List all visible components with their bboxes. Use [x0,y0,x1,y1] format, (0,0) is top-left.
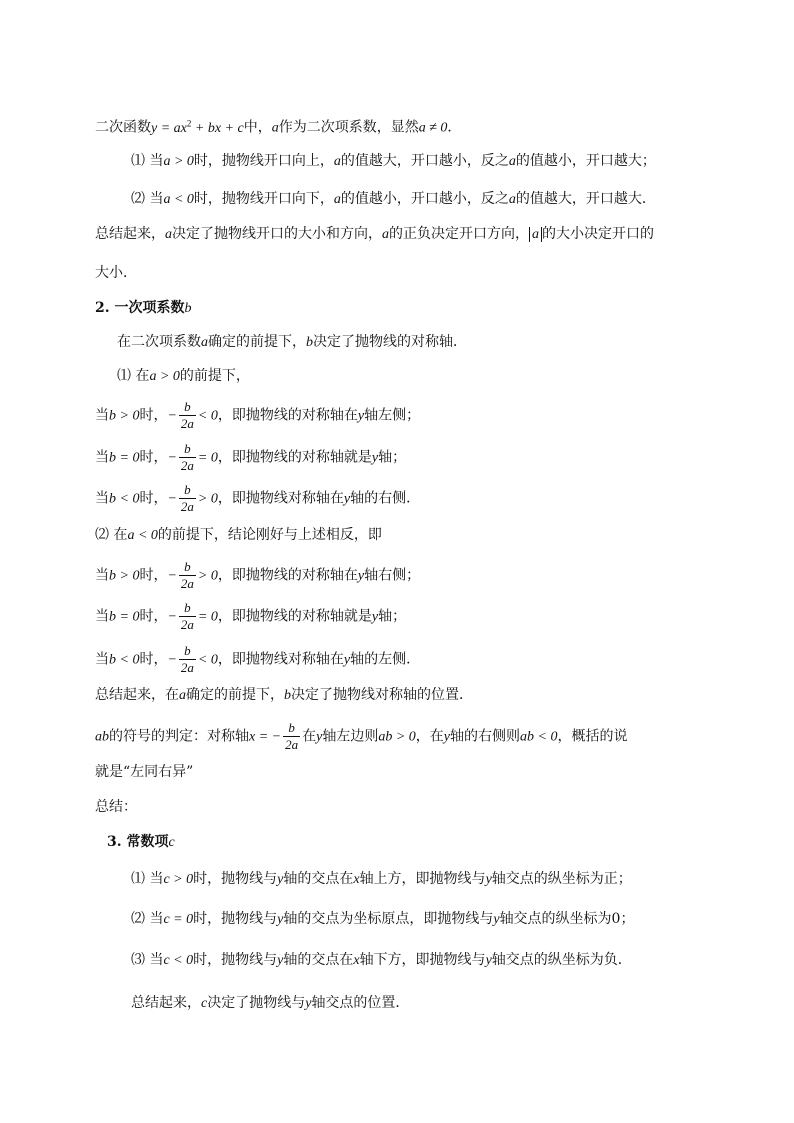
minus-sign: − [167,568,177,584]
row-text: ，即抛物线的对称轴就是 [217,449,372,466]
case-condition: c < 0 [163,953,194,968]
sign-text: 轴的右侧则 [450,728,520,745]
a-case-1 [131,151,656,172]
heading-text: 3. 常数项 [107,834,169,850]
var-y: y [485,872,492,887]
sign-text: 在 [302,728,317,745]
var-ab: ab [95,729,109,745]
fraction-denominator: 2a [180,416,194,431]
summary-text: 决定了抛物线对称轴的位置． [291,687,473,703]
row-text: ，即抛物线对称轴在 [217,490,344,507]
row-relation: < 0 [197,408,218,424]
case-text: 时，抛物线与 [193,911,278,927]
case-text: 时，抛物线开口向下， [193,191,334,207]
var-c: c [201,996,208,1011]
var-y: y [343,491,351,507]
var-y: y [371,450,379,466]
var-a: a [201,335,208,350]
row-relation: = 0 [197,609,218,625]
case-title-text: ⑴ 在 [117,368,150,384]
fraction-b-over-2a [179,399,196,432]
c-case [131,950,632,971]
case-number: ⑴ [131,871,145,887]
sign-condition: ab < 0 [520,729,558,745]
fraction-denominator: 2a [285,737,299,752]
minus-sign: − [167,408,177,424]
row-text: ，即抛物线对称轴在 [217,651,344,668]
section-c-heading [107,832,175,853]
case-text: 的值越小，开口越小，反之 [340,191,509,207]
case-title-text: ⑵ 在 [95,527,128,543]
case-condition: a < 0 [127,528,158,543]
ab-sign-line-2 [95,762,193,782]
summary-text: 的大小决定开口的 [542,226,654,242]
case-text: 当 [149,191,164,207]
row-condition: b > 0 [109,408,140,424]
case-text: 当 [149,153,164,169]
summary-text: 确定的前提下， [186,687,284,703]
row-relation: > 0 [197,568,218,584]
fraction-numerator: b [283,720,300,737]
fraction-numerator: b [179,441,196,458]
sign-text: ，概括的说 [557,728,628,745]
row-relation: = 0 [197,450,218,466]
case-text: 轴的交点在 [283,871,354,887]
row-text: ，即抛物线的对称轴在 [217,407,358,424]
case-condition: c > 0 [163,872,194,887]
case-text: 轴交点的纵坐标为正； [491,871,632,887]
row-text: 轴左侧； [364,407,421,424]
fraction-denominator: 2a [180,576,194,591]
summary-text: 决定了抛物线开口的大小和方向， [172,226,382,242]
fraction-numerator: b [179,399,196,416]
var-y: y [305,996,312,1011]
var-b: b [184,301,192,316]
section-b-heading [95,298,192,319]
summary-text: 决定了抛物线与 [207,995,306,1011]
row-condition: b = 0 [109,450,140,466]
c-case [131,869,632,890]
fraction-b-over-2a [179,643,196,676]
summary-label [95,797,137,817]
a-case-2 [131,189,656,210]
case-condition: a > 0 [163,154,194,169]
minus-sign: − [167,652,177,668]
summary-text: 的正负决定开口方向， [389,226,529,242]
var-y: y [493,912,500,927]
var-y: y [316,729,323,745]
var-y: y [277,953,284,968]
case-number: ⑴ [131,153,145,169]
intro-text: 决定了抛物线的对称轴． [313,334,467,350]
fraction-denominator: 2a [180,617,194,632]
intro-text: 作为二次项系数，显然 [278,119,419,136]
case-text: 轴交点的纵坐标为0； [499,911,635,927]
var-y: y [357,568,365,584]
row-text: 轴； [378,449,407,466]
case-condition: c = 0 [163,912,194,927]
case-text: 轴上方，即抛物线与 [359,871,486,887]
a-summary-line-1 [95,224,654,245]
case-text: 当 [149,871,164,887]
abs-a: a [529,227,542,242]
fraction-numerator: b [179,559,196,576]
fraction-b-over-2a [283,720,300,753]
row-text: 轴； [378,608,407,625]
var-y: y [485,953,492,968]
var-c: c [168,835,175,850]
var-y: y [343,652,351,668]
summary-text: 总结起来， [95,226,165,242]
case-text: 当 [149,952,164,968]
row-text: ，即抛物线的对称轴就是 [217,608,372,625]
var-y: y [443,729,450,745]
row-text: 时， [139,449,168,466]
sign-condition: ab > 0 [378,729,416,745]
row-text: 当 [95,567,109,584]
row-text: 当 [95,490,109,507]
sign-text: 就是“左同右异” [95,764,194,780]
case2-title [95,525,382,546]
fraction-denominator: 2a [180,499,194,514]
fraction-b-over-2a [179,600,196,633]
summary-text: 总结起来， [131,995,201,1011]
var-a: a [165,227,172,242]
b-row [95,482,420,515]
var-y: y [371,609,379,625]
var-b: b [306,335,313,350]
case-text: 当 [149,911,164,927]
case-text: 轴的交点为坐标原点，即抛物线与 [283,911,494,927]
row-condition: b < 0 [109,652,140,668]
case-text: 的值越大，开口越小，反之 [340,153,509,169]
axis-equation: x = − [249,729,282,745]
section-b-intro [117,332,467,353]
row-relation: > 0 [197,491,218,507]
case-text: 轴下方，即抛物线与 [359,952,486,968]
var-a: a [508,192,516,207]
b-row [95,441,406,474]
row-condition: b < 0 [109,491,140,507]
var-y: y [277,872,284,887]
intro-text: 中， [243,119,272,136]
case-condition: a < 0 [163,192,194,207]
c-case [131,909,634,930]
var-x: x [353,872,360,887]
case-number: ⑵ [131,911,145,927]
c-summary [131,993,409,1014]
var-b: b [284,688,291,703]
row-text: 轴的右侧． [350,490,421,507]
intro-text: 二次函数 [95,119,151,136]
row-text: 轴的左侧． [350,651,421,668]
intro-text: 确定的前提下， [208,334,306,350]
fraction-denominator: 2a [180,660,194,675]
a-summary-line-2 [95,263,137,283]
case-title-text: 的前提下， [179,368,250,384]
fraction-b-over-2a [179,441,196,474]
row-relation: < 0 [197,652,218,668]
condition-a-nonzero: a ≠ 0 [418,120,448,136]
row-text: 当 [95,407,109,424]
var-y: y [277,912,284,927]
fraction-b-over-2a [179,482,196,515]
fraction-numerator: b [179,643,196,660]
var-a: a [382,227,389,242]
summary-label-text: 总结： [95,799,137,815]
b-row [95,600,406,633]
case-title-text: 的前提下，结论刚好与上述相反，即 [157,527,382,543]
intro-text: 在二次项系数 [117,334,201,350]
fraction-denominator: 2a [180,458,194,473]
case-text: 的值越大，开口越大． [515,191,656,207]
summary-text: 总结起来，在 [95,687,179,703]
row-text: 时， [139,490,168,507]
minus-sign: − [167,609,177,625]
summary-text: 大小． [95,265,137,281]
row-condition: b > 0 [109,568,140,584]
ab-sign-line [95,720,627,753]
row-text: ，即抛物线的对称轴在 [217,567,358,584]
b-row [95,399,420,432]
sign-text: ，在 [415,728,444,745]
period: ． [447,119,462,136]
minus-sign: − [167,450,177,466]
b-summary [95,685,473,706]
minus-sign: − [167,491,177,507]
case-text: 时，抛物线与 [193,952,278,968]
sign-text: 轴左边则 [322,728,379,745]
fraction-b-over-2a [179,559,196,592]
intro-line [95,113,461,139]
row-text: 当 [95,608,109,625]
row-text: 当 [95,449,109,466]
var-a: a [333,192,341,207]
var-x: x [353,953,360,968]
var-y: y [357,408,365,424]
var-a: a [179,688,186,703]
case-number: ⑵ [131,191,145,207]
case-text: 时，抛物线与 [193,871,278,887]
quadratic-formula: $y = ax^2$ + bx + c [151,118,244,136]
var-a: a [333,154,341,169]
row-text: 时， [139,567,168,584]
heading-text: 2. 一次项系数 [95,300,185,316]
row-text: 时， [139,651,168,668]
case1-title [117,366,250,387]
case-text: 轴交点的纵坐标为负． [491,952,632,968]
case-condition: a > 0 [149,369,180,384]
var-a: a [271,120,279,136]
case-text: 时，抛物线开口向上， [193,153,334,169]
b-row [95,643,420,676]
row-text: 时， [139,407,168,424]
summary-text: 轴交点的位置． [311,995,410,1011]
case-text: 的值越小，开口越大； [515,153,656,169]
row-condition: b = 0 [109,609,140,625]
row-text: 轴右侧； [364,567,421,584]
var-a: a [508,154,516,169]
case-number: ⑶ [131,952,145,968]
fraction-numerator: b [179,600,196,617]
sign-text: 的符号的判定：对称轴 [109,728,249,745]
row-text: 时， [139,608,168,625]
row-text: 当 [95,651,109,668]
b-row [95,559,420,592]
fraction-numerator: b [179,482,196,499]
case-text: 轴的交点在 [283,952,354,968]
